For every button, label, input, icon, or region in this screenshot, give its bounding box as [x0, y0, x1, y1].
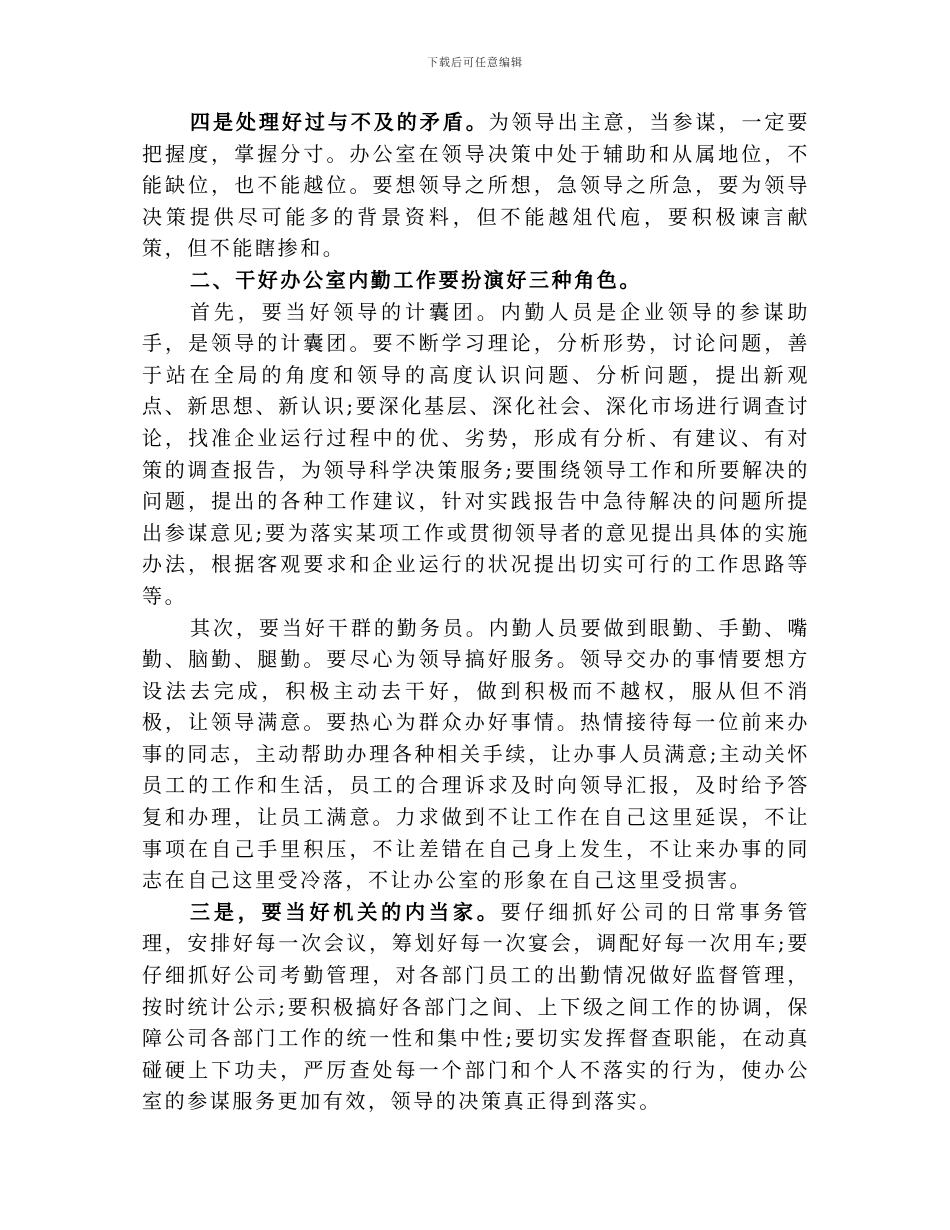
paragraph-lead: 三是，要当好机关的内当家。 — [190, 899, 501, 924]
page-header: 下载后可任意编辑 — [427, 56, 523, 69]
paragraph-fourth-point — [142, 107, 810, 265]
paragraph-text: 要仔细抓好公司的日常事务管理，安排好每一次会议，筹划好每一次宴会，调配好每一次用车;要仔细抓好公司考勤管理，对各部门员工的出勤情况做好监督管理，按时统计公示;要积极搞好各部门之间、上下级之间工作的协调，保障公司各部门工作的统一性和集中性;要切实发挥督查职能，在动真碰硬上下功夫，严厉查处每一个部门和个人不落实的行为，使办公室的参谋服务更加有效，领导的决策真正得到落实。 — [142, 899, 810, 1114]
paragraph-third-role — [142, 897, 810, 1118]
paragraph-second-role — [142, 613, 810, 897]
paragraph-text: 为领导出主意，当参谋，一定要把握度，掌握分寸。办公室在领导决策中处于辅助和从属地位，不能缺位，也不能越位。要想领导之所想，急领导之所急，要为领导决策提供尽可能多的背景资料，但不能越俎代庖，要积极谏言献策，但不能瞎掺和。 — [142, 110, 810, 261]
paragraph-lead: 四是处理好过与不及的矛盾。 — [190, 110, 489, 134]
paragraph-text: 首先，要当好领导的计囊团。内勤人员是企业领导的参谋助手，是领导的计囊团。要不断学习理论，分析形势，讨论问题，善于站在全局的角度和领导的高度认识问题、分析问题，提出新观点、新思想、新认识;要深化基层、深化社会、深化市场进行调查讨论，找准企业运行过程中的优、劣势，形成有分析、有建议、有对策的调查报告，为领导科学决策服务;要围绕领导工作和所要解决的问题，提出的各种工作建议，针对实践报告中急待解决的问题所提出参谋意见;要为落实某项工作或贯彻领导者的意见提出具体的实施办法，根据客观要求和企业运行的状况提出切实可行的工作思路等等。 — [142, 299, 810, 608]
paragraph-first-role — [142, 297, 810, 613]
section-heading: 二、干好办公室内勤工作要扮演好三种角色。 — [190, 267, 642, 292]
paragraph-text: 其次，要当好干群的勤务员。内勤人员要做到眼勤、手勤、嘴勤、脑勤、腿勤。要尽心为领导搞好服务。领导交办的事情要想方设法去完成，积极主动去干好，做到积极而不越权，服从但不消极，让领导满意。要热心为群众办好事情。热情接待每一位前来办事的同志，主动帮助办理各种相关手续，让办事人员满意;主动关怀员工的工作和生活，员工的合理诉求及时向领导汇报，及时给予答复和办理，让员工满意。力求做到不让工作在自己这里延误，不让事项在自己手里积压，不让差错在自己身上发生，不让来办事的同志在自己这里受冷落，不让办公室的形象在自己这里受损害。 — [142, 615, 810, 893]
document-body — [142, 107, 810, 1118]
